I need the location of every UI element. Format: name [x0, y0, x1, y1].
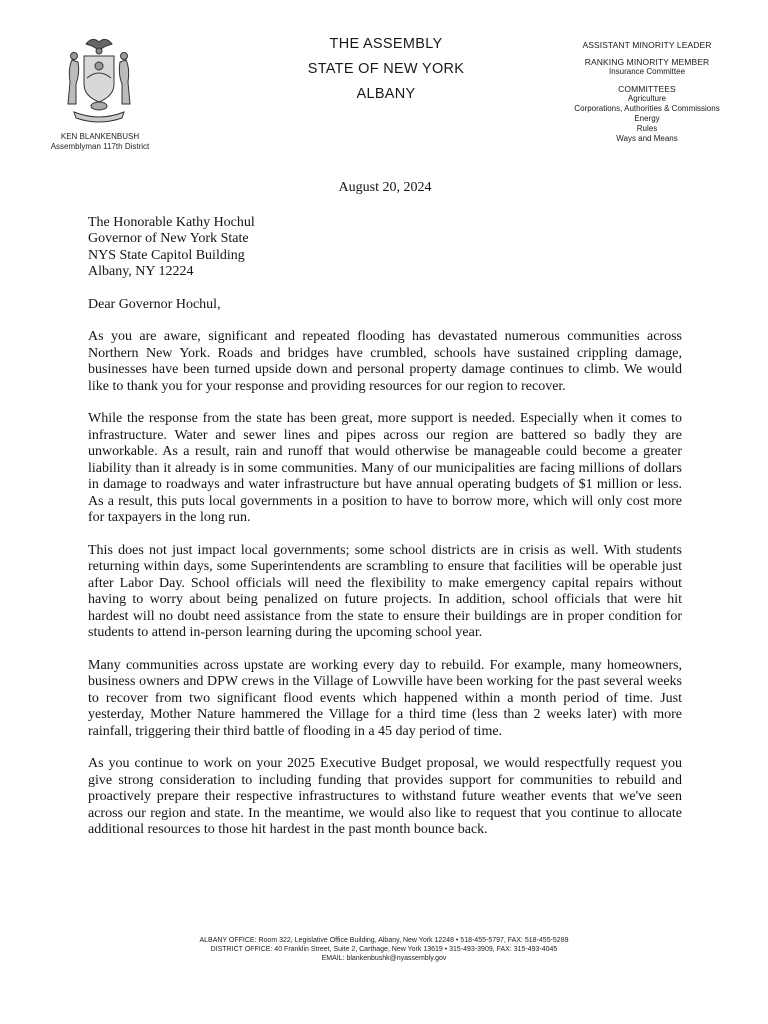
- footer-district-office: DISTRICT OFFICE: 40 Franklin Street, Suite 2, Carthage, New York 13619 • 315-493-3909, FAX: 315-493-4045: [210, 946, 558, 953]
- committee-item: Rules: [636, 124, 658, 133]
- recipient-address: [88, 215, 682, 281]
- committee-item: Agriculture: [627, 94, 667, 103]
- assemblyman-identity: [30, 132, 170, 152]
- letterhead-roles: [552, 40, 742, 144]
- letterhead-line-state: STATE OF NEW YORK: [307, 61, 465, 77]
- recipient-line: NYS State Capitol Building: [88, 247, 245, 263]
- nys-seal-icon: [56, 34, 142, 126]
- recipient-line: Albany, NY 12224: [88, 264, 194, 279]
- committees-heading: COMMITTEES: [618, 84, 676, 94]
- salutation: Dear Governor Hochul,: [88, 296, 221, 312]
- committee-item: Ways and Means: [616, 134, 678, 143]
- committee-item: Corporations, Authorities & Commissions: [574, 104, 720, 113]
- footer-email: EMAIL: blankenbushk@nyassembly.gov: [321, 955, 447, 962]
- letter-date: August 20, 2024: [338, 180, 432, 195]
- footer-albany-office: ALBANY OFFICE: Room 322, Legislative Office Building, Albany, New York 12248 • 518-455-5797, FAX: 518-455-5289: [199, 937, 569, 944]
- assemblyman-name: KEN BLANKENBUSH: [60, 132, 140, 141]
- body-paragraph: As you are aware, significant and repeated flooding has devastated numerous communities across Northern New York. Roads and bridges have crumbled, schools have sustained crippling damage, businesses have been turned upside down and personal property damage continues to climb. We would like to thank you for your response and providing resources for our region to recover.: [88, 329, 682, 394]
- body-paragraph: As you continue to work on your 2025 Executive Budget proposal, we would respectfully request you give strong consideration to including funding that provides support for communities to rebuild and proactively prepare their respective infrastructures to withstand future weather events that we've seen across our region and state. In the meantime, we would also like to request that you continue to allocate additional resources to those hit hardest in the past month bounce back.: [88, 756, 682, 837]
- role-ranking-minority-member: RANKING MINORITY MEMBER: [584, 57, 710, 67]
- recipient-line: The Honorable Kathy Hochul: [88, 214, 255, 230]
- role-assistant-minority-leader: ASSISTANT MINORITY LEADER: [582, 40, 712, 50]
- recipient-line: Governor of New York State: [88, 231, 249, 246]
- letter-footer: [100, 936, 668, 963]
- body-paragraph: This does not just impact local governments; some school districts are in crisis as well. With students returning within days, some Superintendents are scrambling to ensure that facilities will be operable just after Labor Day. School officials will need the flexibility to make emergency capital repairs without having to worry about being penalized on future projects. In addition, school officials that were hit hardest will no doubt need assistance from the state to ensure their buildings are in proper condition for students to attend in-person learning during the upcoming school year.: [88, 542, 682, 640]
- letterhead-line-city: ALBANY: [356, 86, 416, 102]
- committee-item: Energy: [634, 114, 660, 123]
- assemblyman-district: Assemblyman 117th District: [50, 142, 150, 151]
- letterhead-center: [276, 36, 496, 111]
- letter-body: [88, 180, 682, 855]
- body-paragraph: Many communities across upstate are working every day to rebuild. For example, many homeowners, business owners and DPW crews in the Village of Lowville have been working for the past several weeks to recover from two significant flood events which happened within a month period of time. Just yesterday, Mother Nature hammered the Village for a third time (less than 2 weeks later) with more rainfall, triggering their third battle of flooding in a 45 day period of time.: [88, 657, 682, 739]
- role-committee: Insurance Committee: [608, 67, 686, 76]
- body-paragraph: While the response from the state has been great, more support is needed. Especially when it comes to infrastructure. Water and sewer lines and pipes across our region are battered so badly they are unworkable. As a result, rain and runoff that would otherwise be manageable could become a greater liability than it already is in some communities. Many of our municipalities are facing millions of dollars in damage to roadways and water infrastructure but have annual operating budgets of $1 million or less. As a result, this puts local governments in a position to have to borrow more, which will only cost more for taxpayers in the long run.: [88, 411, 682, 525]
- letterhead-line-assembly: THE ASSEMBLY: [329, 36, 443, 52]
